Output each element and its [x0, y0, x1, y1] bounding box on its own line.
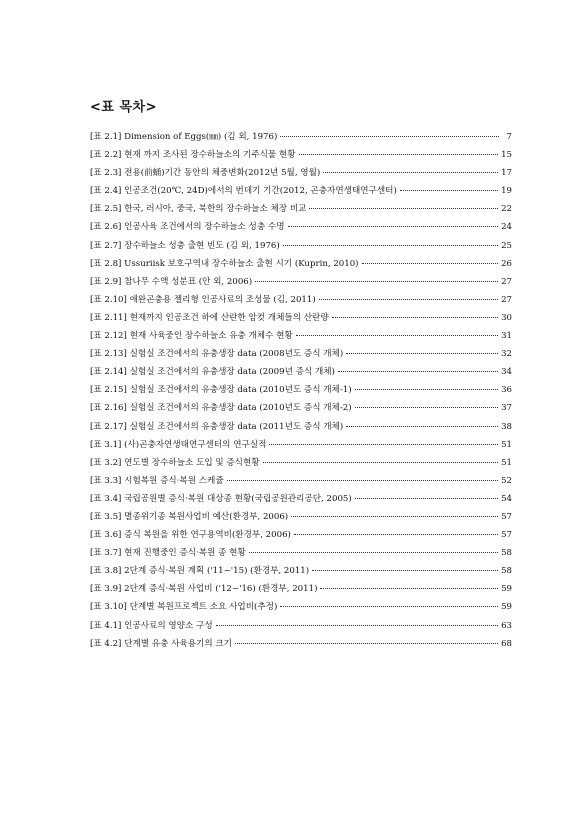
toc-entry-page-number: 37 [501, 403, 512, 414]
toc-entry-label: [표 2.11] 현재까지 인공조건 하에 산란한 암컷 개체들의 산란량 [90, 312, 329, 323]
toc-entry-page-number: 17 [501, 168, 512, 179]
toc-entry[interactable] [90, 345, 512, 363]
toc-entry-label: [표 3.2] 연도별 장수하늘소 도입 및 증식현황 [90, 457, 260, 468]
dot-leader [249, 552, 498, 553]
toc-entry-page-number: 58 [501, 548, 512, 559]
table-of-contents [90, 128, 512, 653]
toc-entry-page-number: 30 [501, 312, 512, 323]
toc-entry-page-number: 22 [501, 204, 512, 215]
dot-leader [346, 426, 498, 427]
toc-entry-label: [표 3.7] 현재 진행중인 증식·복원 종 현황 [90, 548, 246, 559]
toc-entry-page-number: 59 [501, 602, 512, 613]
toc-entry-page-number: 36 [501, 385, 512, 396]
dot-leader [320, 588, 498, 589]
toc-entry[interactable] [90, 580, 512, 598]
dot-leader [263, 462, 498, 463]
dot-leader [288, 226, 499, 227]
toc-entry-page-number: 15 [501, 150, 512, 161]
dot-leader [283, 245, 498, 246]
dot-leader [338, 371, 498, 372]
dot-leader [280, 136, 499, 137]
dot-leader [216, 625, 498, 626]
toc-entry[interactable] [90, 291, 512, 309]
toc-entry[interactable] [90, 454, 512, 472]
toc-entry[interactable] [90, 399, 512, 417]
toc-entry-page-number: 34 [501, 367, 512, 378]
toc-entry-label: [표 3.1] (사)곤충자연생태연구센터의 연구실적 [90, 439, 267, 450]
toc-entry-page-number: 27 [501, 294, 512, 305]
toc-entry-page-number: 54 [501, 493, 512, 504]
dot-leader [323, 172, 498, 173]
toc-entry-label: [표 4.1] 인공사료의 영양소 구성 [90, 620, 213, 631]
toc-entry-page-number: 38 [501, 421, 512, 432]
toc-entry-label: [표 2.15] 실험실 조건에서의 유충생장 data (2010년도 증식 개체-1) [90, 385, 352, 396]
toc-entry-label: [표 3.5] 멸종위기종 복원사업비 예산(환경부, 2006) [90, 511, 289, 522]
toc-entry-page-number: 63 [501, 620, 512, 631]
toc-entry-label: [표 2.14] 실험실 조건에서의 유충생장 data (2009년 증식 개체) [90, 367, 335, 378]
dot-leader [309, 208, 498, 209]
toc-entry-page-number: 19 [501, 186, 512, 197]
toc-entry[interactable] [90, 200, 512, 218]
toc-entry[interactable] [90, 146, 512, 164]
dot-leader [355, 389, 498, 390]
toc-entry-page-number: 7 [506, 132, 512, 142]
toc-entry[interactable] [90, 218, 512, 236]
toc-entry[interactable] [90, 309, 512, 327]
dot-leader [346, 353, 498, 354]
toc-entry[interactable] [90, 182, 512, 200]
toc-entry-label: [표 2.7] 장수하늘소 성충 출현 빈도 (김 외, 1976) [90, 240, 280, 251]
toc-entry[interactable] [90, 508, 512, 526]
dot-leader [280, 606, 498, 607]
toc-entry-page-number: 51 [501, 457, 512, 468]
toc-entry-page-number: 51 [501, 439, 512, 450]
dot-leader [355, 407, 498, 408]
toc-entry-label: [표 2.4] 인공조건(20℃, 24D)에서의 번데기 기간(2012, 곤충자연생태연구센터) [90, 186, 397, 197]
dot-leader [269, 444, 498, 445]
dot-leader [355, 498, 498, 499]
toc-entry[interactable] [90, 363, 512, 381]
dot-leader [299, 154, 499, 155]
toc-entry[interactable] [90, 436, 512, 454]
toc-entry[interactable] [90, 418, 512, 436]
toc-entry[interactable] [90, 562, 512, 580]
toc-entry-page-number: 52 [501, 475, 512, 486]
toc-entry-label: [표 2.10] 애완곤충용 젤리형 인공사료의 조성물 (김, 2011) [90, 294, 316, 305]
toc-entry-page-number: 59 [501, 584, 512, 595]
toc-entry-label: [표 2.3] 전용(前蛹)기간 동안의 체중변화(2012년 5월, 영월) [90, 168, 321, 179]
toc-entry-page-number: 32 [501, 349, 512, 360]
toc-entry-page-number: 57 [501, 530, 512, 541]
toc-entry-label: [표 3.8] 2단계 증식·복원 계획 ('11~'15) (환경부, 2011) [90, 566, 310, 577]
toc-entry-page-number: 26 [501, 258, 512, 269]
toc-entry-page-number: 68 [501, 638, 512, 649]
page-title: <표 목차> [90, 100, 157, 115]
dot-leader [319, 299, 498, 300]
toc-entry-label: [표 3.10] 단계별 복원프로젝트 소요 사업비(추정) [90, 602, 278, 613]
toc-entry-label: [표 2.8] Ussuriisk 보호구역내 장수하늘소 출현 시기 (Kuprin, 2010) [90, 258, 359, 269]
toc-entry-label: [표 4.2] 단계별 유충 사육용기의 크기 [90, 638, 232, 649]
toc-entry[interactable] [90, 381, 512, 399]
toc-entry-page-number: 24 [501, 222, 512, 233]
dot-leader [227, 480, 498, 481]
dot-leader [294, 534, 498, 535]
toc-entry-label: [표 3.9] 2단계 증식·복원 사업비 ('12~'16) (환경부, 2011) [90, 584, 318, 595]
dot-leader [332, 317, 498, 318]
toc-entry-label: [표 2.5] 한국, 러시아, 중국, 북한의 장수하늘소 체장 비교 [90, 204, 307, 215]
toc-entry[interactable] [90, 526, 512, 544]
toc-entry-label: [표 3.3] 시험복원 증식·복원 스케쥴 [90, 475, 224, 486]
toc-entry-label: [표 2.1] Dimension of Eggs(㎜) (김 외, 1976) [90, 132, 278, 142]
toc-entry-label: [표 2.16] 실험실 조건에서의 유충생장 data (2010년도 증식 개체-2) [90, 403, 352, 414]
toc-entry-label: [표 2.13] 실험실 조건에서의 유충생장 data (2008년도 증식 개체) [90, 349, 344, 360]
toc-entry-page-number: 31 [501, 331, 512, 342]
dot-leader [291, 516, 498, 517]
toc-entry[interactable] [90, 327, 512, 345]
dot-leader [235, 643, 498, 644]
toc-entry[interactable] [90, 544, 512, 562]
dot-leader [255, 281, 498, 282]
toc-entry[interactable] [90, 273, 512, 291]
toc-entry-page-number: 58 [501, 566, 512, 577]
toc-entry-label: [표 2.2] 현재 까지 조사된 장수하늘소의 기주식물 현황 [90, 150, 296, 161]
toc-entry-label: [표 2.12] 현재 사육중인 장수하늘소 유충 개체수 현황 [90, 331, 293, 342]
toc-entry[interactable] [90, 164, 512, 182]
toc-entry[interactable] [90, 472, 512, 490]
toc-entry[interactable] [90, 635, 512, 653]
toc-entry-label: [표 2.17] 실험실 조건에서의 유충생장 data (2011년도 증식 개체) [90, 421, 344, 432]
toc-entry[interactable] [90, 490, 512, 508]
toc-entry-label: [표 3.4] 국립공원별 증식·복원 대상종 현황(국립공원관리공단, 2005) [90, 493, 352, 504]
toc-entry[interactable] [90, 617, 512, 635]
toc-entry-page-number: 57 [501, 511, 512, 522]
dot-leader [312, 570, 498, 571]
toc-entry[interactable] [90, 255, 512, 273]
dot-leader [296, 335, 498, 336]
toc-entry-page-number: 25 [501, 240, 512, 251]
toc-entry-label: [표 2.9] 참나무 수액 성분표 (안 외, 2006) [90, 276, 253, 287]
toc-entry-page-number: 27 [501, 276, 512, 287]
toc-entry-label: [표 2.6] 인공사육 조건에서의 장수하늘소 성충 수명 [90, 222, 285, 233]
toc-entry[interactable] [90, 598, 512, 616]
dot-leader [400, 190, 498, 191]
toc-entry[interactable] [90, 237, 512, 255]
dot-leader [362, 263, 499, 264]
toc-entry[interactable] [90, 128, 512, 146]
toc-entry-label: [표 3.6] 증식 복원을 위한 연구용역비(환경부, 2006) [90, 530, 291, 541]
